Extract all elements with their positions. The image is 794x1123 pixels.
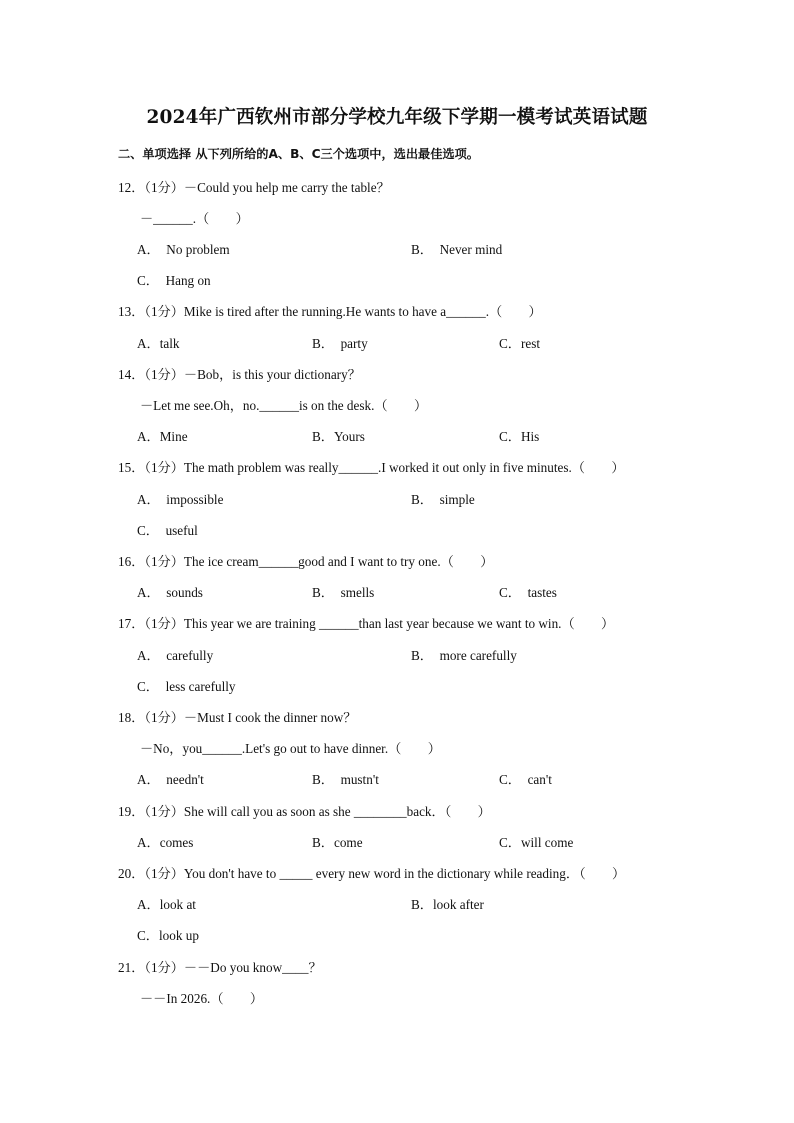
question-15-option-a: A． impossible xyxy=(137,492,224,507)
question-21-stem: 21．（1分）－－Do you know____？ xyxy=(118,960,322,975)
question-16-option-c: C． tastes xyxy=(499,585,557,600)
question-15-option-b: B． simple xyxy=(411,492,475,507)
question-21-reply: －－In 2026.（ ） xyxy=(140,991,264,1006)
question-13-option-b: B． party xyxy=(312,336,368,351)
question-12-option-b: B． Never mind xyxy=(411,242,503,257)
question-13-option-c: C．rest xyxy=(499,336,541,351)
question-20-option-b: B．look after xyxy=(411,897,484,912)
question-19-stem: 19．（1分）She will call you as soon as she ________back．（ ） xyxy=(118,804,491,819)
question-15-stem: 15．（1分）The math problem was really______.I worked it out only in five minutes.（ ） xyxy=(118,460,625,475)
question-20-option-c: C．look up xyxy=(137,928,199,943)
question-12-option-a: A． No problem xyxy=(137,242,230,257)
question-12-stem: 12．（1分）－Could you help me carry the table？ xyxy=(118,180,390,195)
question-18-option-a: A． needn't xyxy=(137,772,204,787)
question-18-reply: －No，you______.Let's go out to have dinner.（ ） xyxy=(140,741,441,756)
question-18-option-c: C． can't xyxy=(499,772,552,787)
question-16-option-b: B． smells xyxy=(312,585,375,600)
question-18-stem: 18．（1分）－Must I cook the dinner now？ xyxy=(118,710,357,725)
question-14-option-a: A．Mine xyxy=(137,429,188,444)
exam-title: 2024年广西钦州市部分学校九年级下学期一模考试英语试题 xyxy=(146,107,648,128)
question-14-option-c: C．His xyxy=(499,429,540,444)
question-13-option-a: A．talk xyxy=(137,336,180,351)
question-17-option-b: B． more carefully xyxy=(411,648,517,663)
question-14-stem: 14．（1分）－Bob，is this your dictionary？ xyxy=(118,367,361,382)
question-20-option-a: A．look at xyxy=(137,897,196,912)
question-17-option-a: A． carefully xyxy=(137,648,214,663)
question-20-stem: 20．（1分）You don't have to _____ every new word in the dictionary while reading．（ ） xyxy=(118,866,626,881)
question-19-option-b: B．come xyxy=(312,835,363,850)
question-16-option-a: A． sounds xyxy=(137,585,203,600)
question-13-stem: 13．（1分）Mike is tired after the running.He wants to have a______.（ ） xyxy=(118,304,542,319)
question-15-option-c: C． useful xyxy=(137,523,198,538)
question-19-option-a: A．comes xyxy=(137,835,194,850)
question-12-option-c: C． Hang on xyxy=(137,273,211,288)
question-17-option-c: C． less carefully xyxy=(137,679,236,694)
section-heading: 二、单项选择 从下列所给的A、B、C三个选项中，选出最佳选项。 xyxy=(118,147,479,161)
question-12-reply: －______.（ ） xyxy=(140,211,249,226)
question-14-reply: －Let me see.Oh，no.______is on the desk.（ ） xyxy=(140,398,428,413)
question-18-option-b: B． mustn't xyxy=(312,772,379,787)
question-17-stem: 17．（1分）This year we are training ______than last year because we want to win.（ ） xyxy=(118,616,615,631)
question-14-option-b: B．Yours xyxy=(312,429,365,444)
question-19-option-c: C．will come xyxy=(499,835,574,850)
question-16-stem: 16．（1分）The ice cream______good and I want to try one.（ ） xyxy=(118,554,494,569)
